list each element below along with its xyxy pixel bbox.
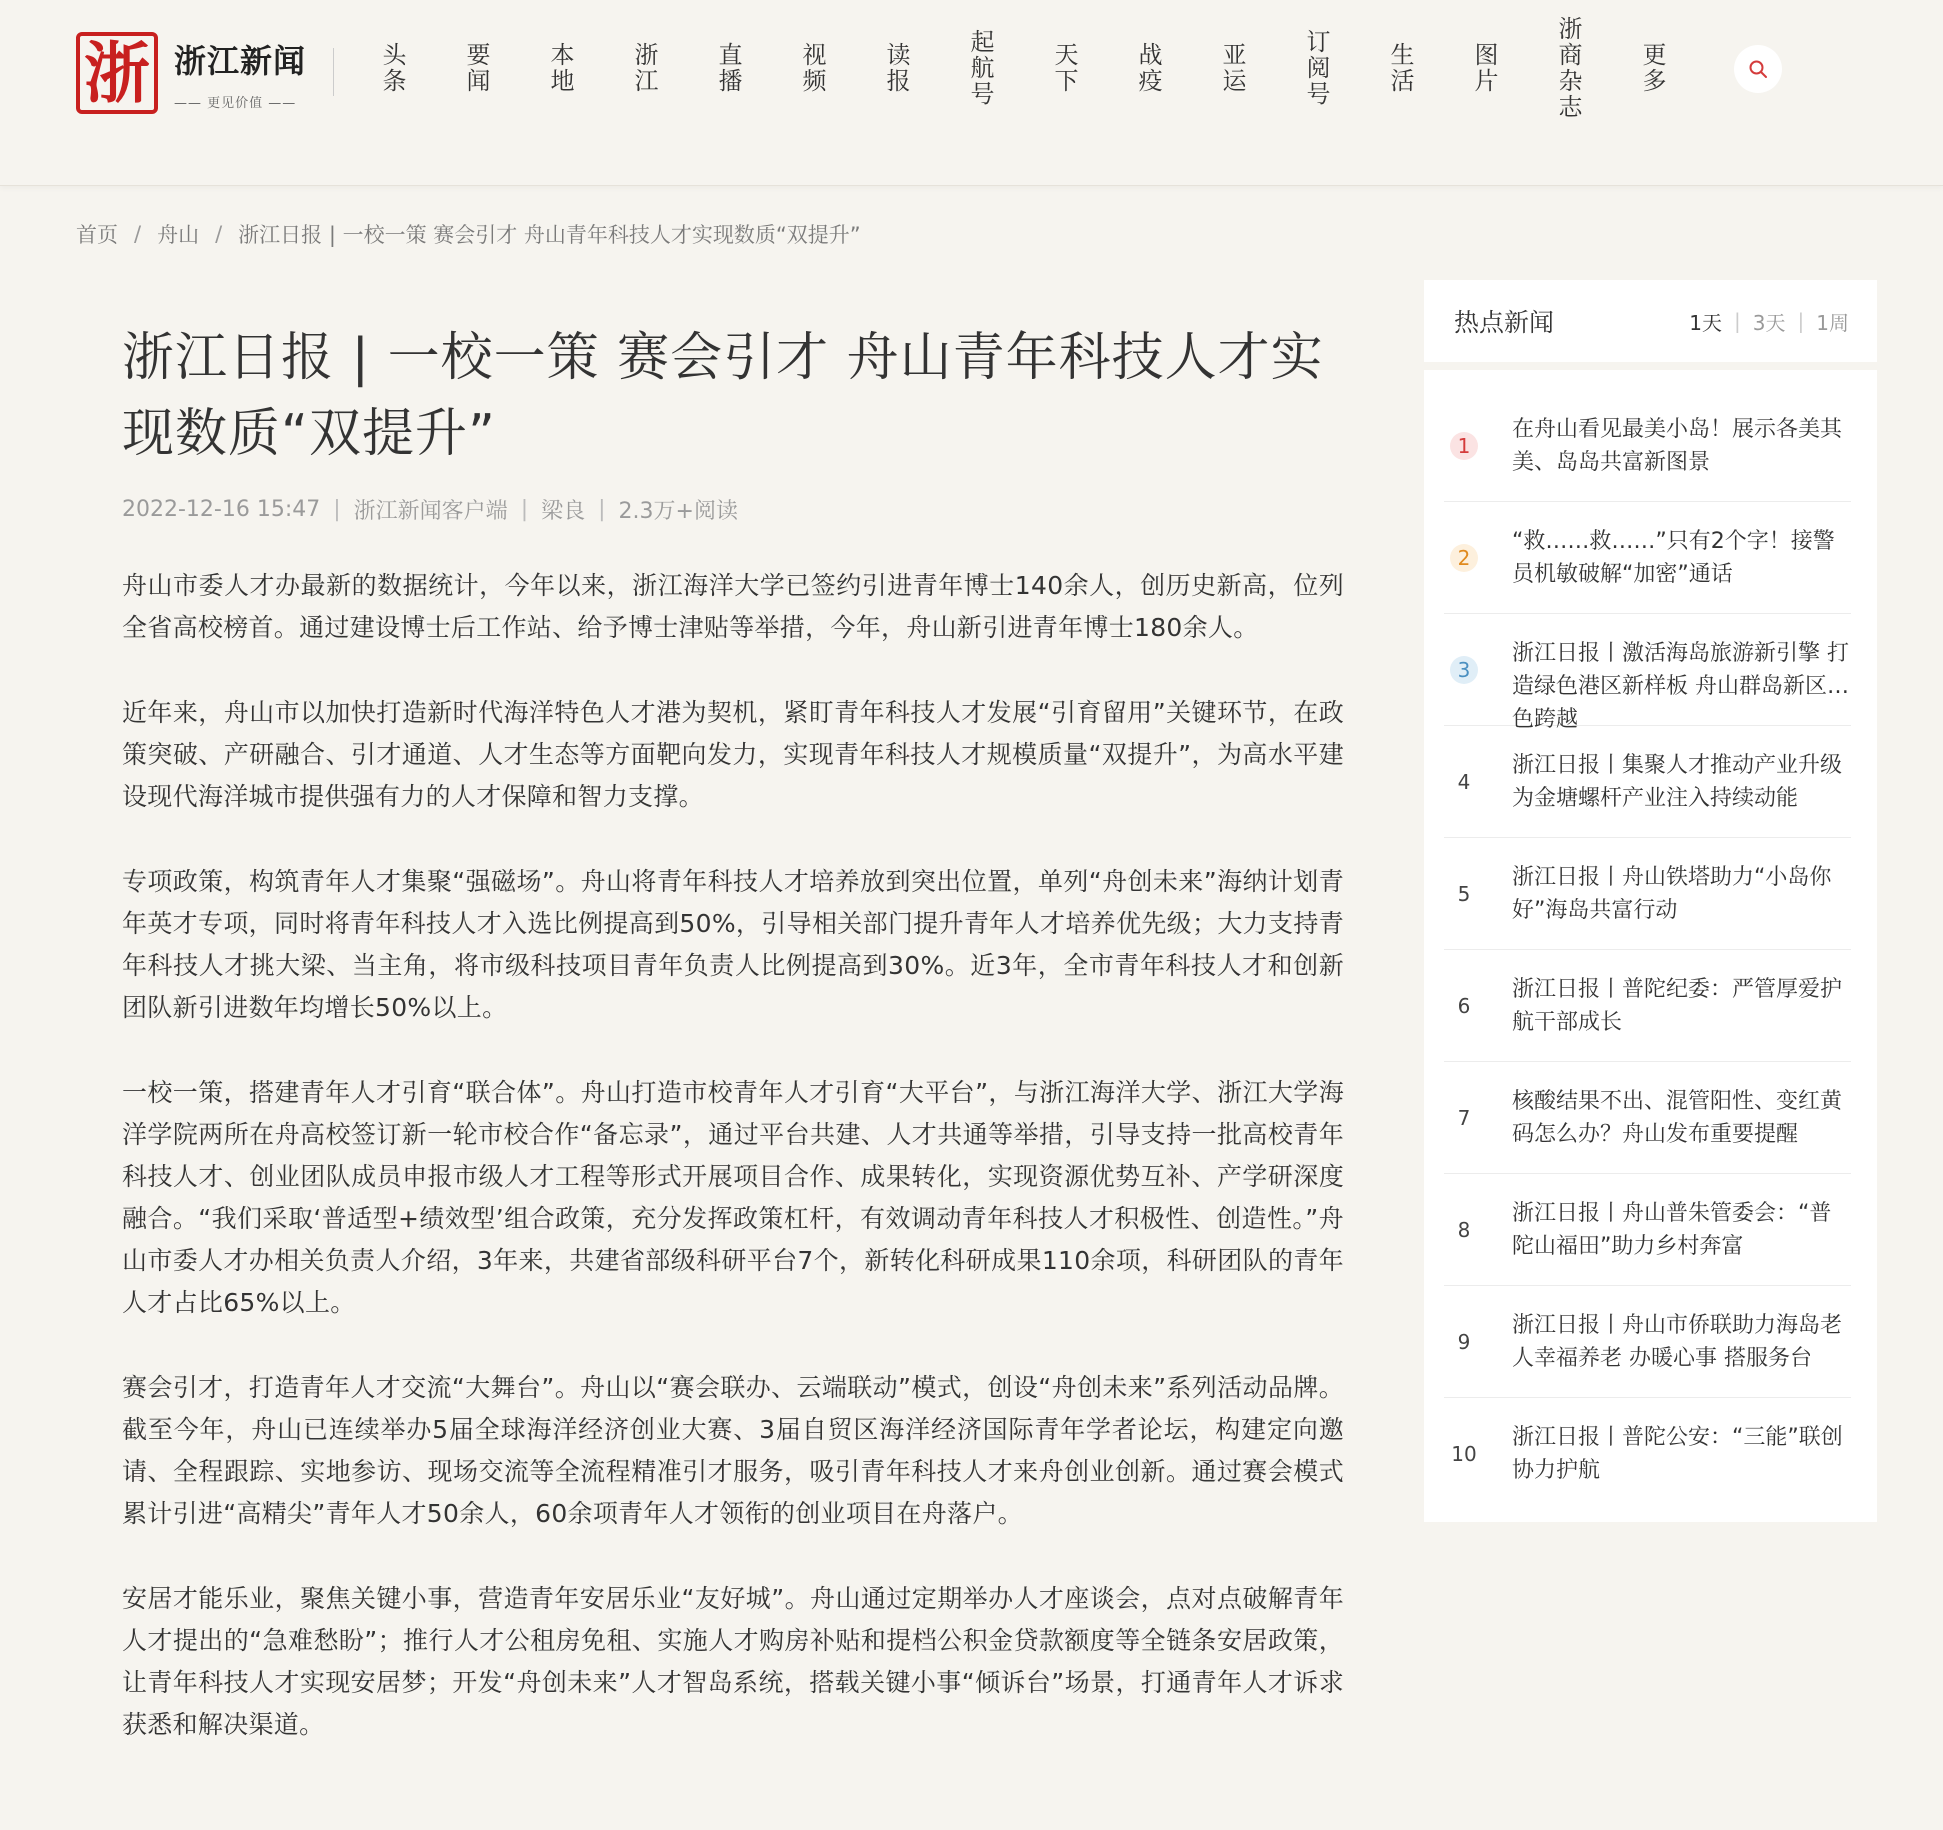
- breadcrumb-separator: /: [134, 222, 142, 246]
- nav-item-qihang[interactable]: 起航号: [966, 29, 994, 107]
- article-paragraph: 专项政策，构筑青年人才集聚“强磁场”。舟山将青年科技人才培养放到突出位置，单列“舟创未来”海纳计划青年英才专项，同时将青年科技人才入选比例提高到50%，引导相关部门提升青年人才培养优先级；大力支持青年科技人才挑大梁、当主角，将市级科技项目青年负责人比例提高到30%。近3年，全市青年科技人才和创新团队新引进数年均增长50%以上。: [122, 867, 1344, 1022]
- hot-news-item[interactable]: [1444, 838, 1851, 950]
- search-button[interactable]: [1734, 45, 1782, 93]
- breadcrumb-current: 浙江日报 | 一校一策 赛会引才 舟山青年科技人才实现数质“双提升”: [238, 223, 861, 247]
- article-date: 2022-12-16 15:47: [122, 497, 321, 522]
- rank-badge: 3: [1450, 656, 1478, 684]
- hot-news-link[interactable]: 浙江日报丨普陀纪委：严管厚爱护航干部成长: [1512, 976, 1843, 1035]
- nav-item-zheshang[interactable]: 浙商杂志: [1554, 16, 1582, 120]
- nav-item-life[interactable]: 生活: [1386, 42, 1414, 94]
- article-title: 浙江日报 | 一校一策 赛会引才 舟山青年科技人才实现数质“双提升”: [122, 328, 1324, 464]
- hot-news-item[interactable]: [1444, 390, 1851, 502]
- breadcrumb-section[interactable]: 舟山: [157, 223, 200, 247]
- nav-item-pictures[interactable]: 图片: [1470, 42, 1498, 94]
- hot-news-link[interactable]: 浙江日报丨舟山铁塔助力“小岛你好”海岛共富行动: [1512, 864, 1832, 923]
- nav-item-zhejiang[interactable]: 浙江: [630, 42, 658, 94]
- tab-3-days[interactable]: 3天: [1752, 310, 1786, 335]
- hot-news-link[interactable]: 浙江日报丨舟山普朱管委会：“普陀山福田”助力乡村奔富: [1512, 1200, 1832, 1259]
- hot-news-item[interactable]: [1444, 1286, 1851, 1398]
- rank-badge: 4: [1457, 769, 1471, 794]
- rank-badge: 9: [1457, 1329, 1471, 1354]
- site-logo[interactable]: [76, 30, 332, 116]
- hot-news-item[interactable]: [1444, 502, 1851, 614]
- article-paragraph: 安居才能乐业，聚焦关键小事，营造青年安居乐业“友好城”。舟山通过定期举办人才座谈会，点对点破解青年人才提出的“急难愁盼”；推行人才公租房免租、实施人才购房补贴和提档公积金贷款额度等全链条安居政策，让青年科技人才实现安居梦；开发“舟创未来”人才智岛系统，搭载关键小事“倾诉台”场景，打通青年人才诉求获悉和解决渠道。: [122, 1584, 1344, 1739]
- article-paragraph: 一校一策，搭建青年人才引育“联合体”。舟山打造市校青年人才引育“大平台”，与浙江海洋大学、浙江大学海洋学院两所在舟高校签订新一轮市校合作“备忘录”，通过平台共建、人才共通等举措，引导支持一批高校青年科技人才、创业团队成员申报市级人才工程等形式开展项目合作、成果转化，实现资源优势互补、产学研深度融合。“我们采取‘普适型+绩效型’组合政策，充分发挥政策杠杆，有效调动青年科技人才积极性、创造性。”舟山市委人才办相关负责人介绍，3年来，共建省部级科研平台7个，新转化科研成果110余项，科研团队的青年人才占比65%以上。: [122, 1078, 1344, 1317]
- hot-news-item[interactable]: [1444, 1398, 1851, 1510]
- tab-1-week[interactable]: 1周: [1816, 310, 1849, 335]
- hot-news-link[interactable]: 浙江日报丨集聚人才推动产业升级 为金塘螺杆产业注入持续动能: [1512, 752, 1843, 811]
- nav-item-live[interactable]: 直播: [714, 42, 742, 94]
- rank-badge: 7: [1457, 1105, 1471, 1130]
- article-meta: [122, 494, 1344, 525]
- breadcrumb-home[interactable]: 首页: [76, 223, 118, 247]
- logo-slogan: —— 更见价值 ——: [174, 95, 297, 111]
- hot-news-list: [1424, 370, 1877, 1522]
- rank-badge: 5: [1457, 881, 1471, 906]
- logo-divider: [333, 48, 334, 96]
- hot-news-item[interactable]: [1444, 1062, 1851, 1174]
- nav-item-news[interactable]: 要闻: [462, 42, 490, 94]
- breadcrumb-separator: /: [215, 222, 223, 246]
- hot-news-title: 热点新闻: [1454, 308, 1555, 337]
- article-body: [122, 565, 1344, 1746]
- article-reads: 2.3万+阅读: [618, 499, 738, 524]
- site-header: [0, 0, 1943, 186]
- main-nav: [368, 0, 1708, 136]
- nav-item-headlines[interactable]: 头条: [378, 42, 406, 94]
- hot-news-item[interactable]: [1444, 614, 1851, 732]
- logo-text: [174, 36, 306, 111]
- tab-1-day[interactable]: 1天: [1689, 310, 1723, 335]
- article: [122, 320, 1344, 1789]
- rank-badge: 6: [1457, 993, 1471, 1018]
- nav-item-more[interactable]: 更多: [1638, 42, 1666, 94]
- hot-news-tabs: [1689, 307, 1849, 336]
- hot-news-link[interactable]: 在舟山看见最美小岛！展示各美其美、岛岛共富新图景: [1512, 416, 1843, 475]
- meta-separator: |: [333, 497, 341, 522]
- hot-news-item[interactable]: [1444, 1174, 1851, 1286]
- logo-mark: 浙: [76, 32, 158, 114]
- tab-separator: |: [1797, 309, 1805, 333]
- logo-name: 浙江新闻: [174, 41, 307, 80]
- nav-item-epaper[interactable]: 读报: [882, 42, 910, 94]
- rank-badge: 10: [1451, 1442, 1477, 1466]
- hot-news-link[interactable]: 浙江日报丨舟山市侨联助力海岛老人幸福养老 办暖心事 搭服务台: [1512, 1312, 1843, 1371]
- article-paragraph: 舟山市委人才办最新的数据统计，今年以来，浙江海洋大学已签约引进青年博士140余人，创历史新高，位列全省高校榜首。通过建设博士后工作站、给予博士津贴等举措，今年，舟山新引进青年博士180余人。: [122, 571, 1344, 642]
- article-source: 浙江新闻客户端: [353, 499, 508, 524]
- hot-news-link[interactable]: 浙江日报丨普陀公安：“三能”联创 协力护航: [1512, 1425, 1843, 1483]
- nav-item-video[interactable]: 视频: [798, 42, 826, 94]
- nav-item-epidemic[interactable]: 战疫: [1134, 42, 1162, 94]
- hot-news-sidebar: [1424, 280, 1877, 1522]
- article-paragraph: 赛会引才，打造青年人才交流“大舞台”。舟山以“赛会联办、云端联动”模式，创设“舟创未来”系列活动品牌。截至今年，舟山已连续举办5届全球海洋经济创业大赛、3届自贸区海洋经济国际青年学者论坛，构建定向邀请、全程跟踪、实地参访、现场交流等全流程精准引才服务，吸引青年科技人才来舟创业创新。通过赛会模式累计引进“高精尖”青年人才50余人，60余项青年人才领衔的创业项目在舟落户。: [122, 1373, 1344, 1528]
- hot-news-item[interactable]: [1444, 726, 1851, 838]
- rank-badge: 2: [1450, 544, 1478, 572]
- hot-news-link[interactable]: “救……救……”只有2个字！接警员机敏破解“加密”通话: [1512, 528, 1835, 587]
- article-paragraph: 近年来，舟山市以加快打造新时代海洋特色人才港为契机，紧盯青年科技人才发展“引育留用”关键环节，在政策突破、产研融合、引才通道、人才生态等方面靶向发力，实现青年科技人才规模质量“双提升”，为高水平建设现代海洋城市提供强有力的人才保障和智力支撑。: [122, 698, 1344, 811]
- meta-separator: |: [598, 497, 606, 522]
- meta-separator: |: [520, 497, 529, 522]
- hot-news-item[interactable]: [1444, 950, 1851, 1062]
- article-author: 梁良: [541, 499, 586, 524]
- nav-item-asian-games[interactable]: 亚运: [1218, 42, 1246, 94]
- hot-news-header: [1424, 280, 1877, 362]
- nav-item-subscriptions[interactable]: 订阅号: [1302, 29, 1330, 107]
- rank-badge: 8: [1457, 1217, 1471, 1242]
- nav-item-local[interactable]: 本地: [546, 42, 574, 94]
- nav-item-world[interactable]: 天下: [1050, 42, 1078, 94]
- breadcrumb: [76, 218, 861, 250]
- tab-separator: |: [1734, 309, 1741, 333]
- hot-news-link[interactable]: 浙江日报丨激活海岛旅游新引擎 打造绿色港区新样板 舟山群岛新区蓝色跨越: [1512, 640, 1849, 732]
- rank-badge: 1: [1450, 432, 1478, 460]
- hot-news-link[interactable]: 核酸结果不出、混管阳性、变红黄码怎么办？舟山发布重要提醒: [1512, 1088, 1843, 1147]
- search-icon: [1748, 59, 1768, 79]
